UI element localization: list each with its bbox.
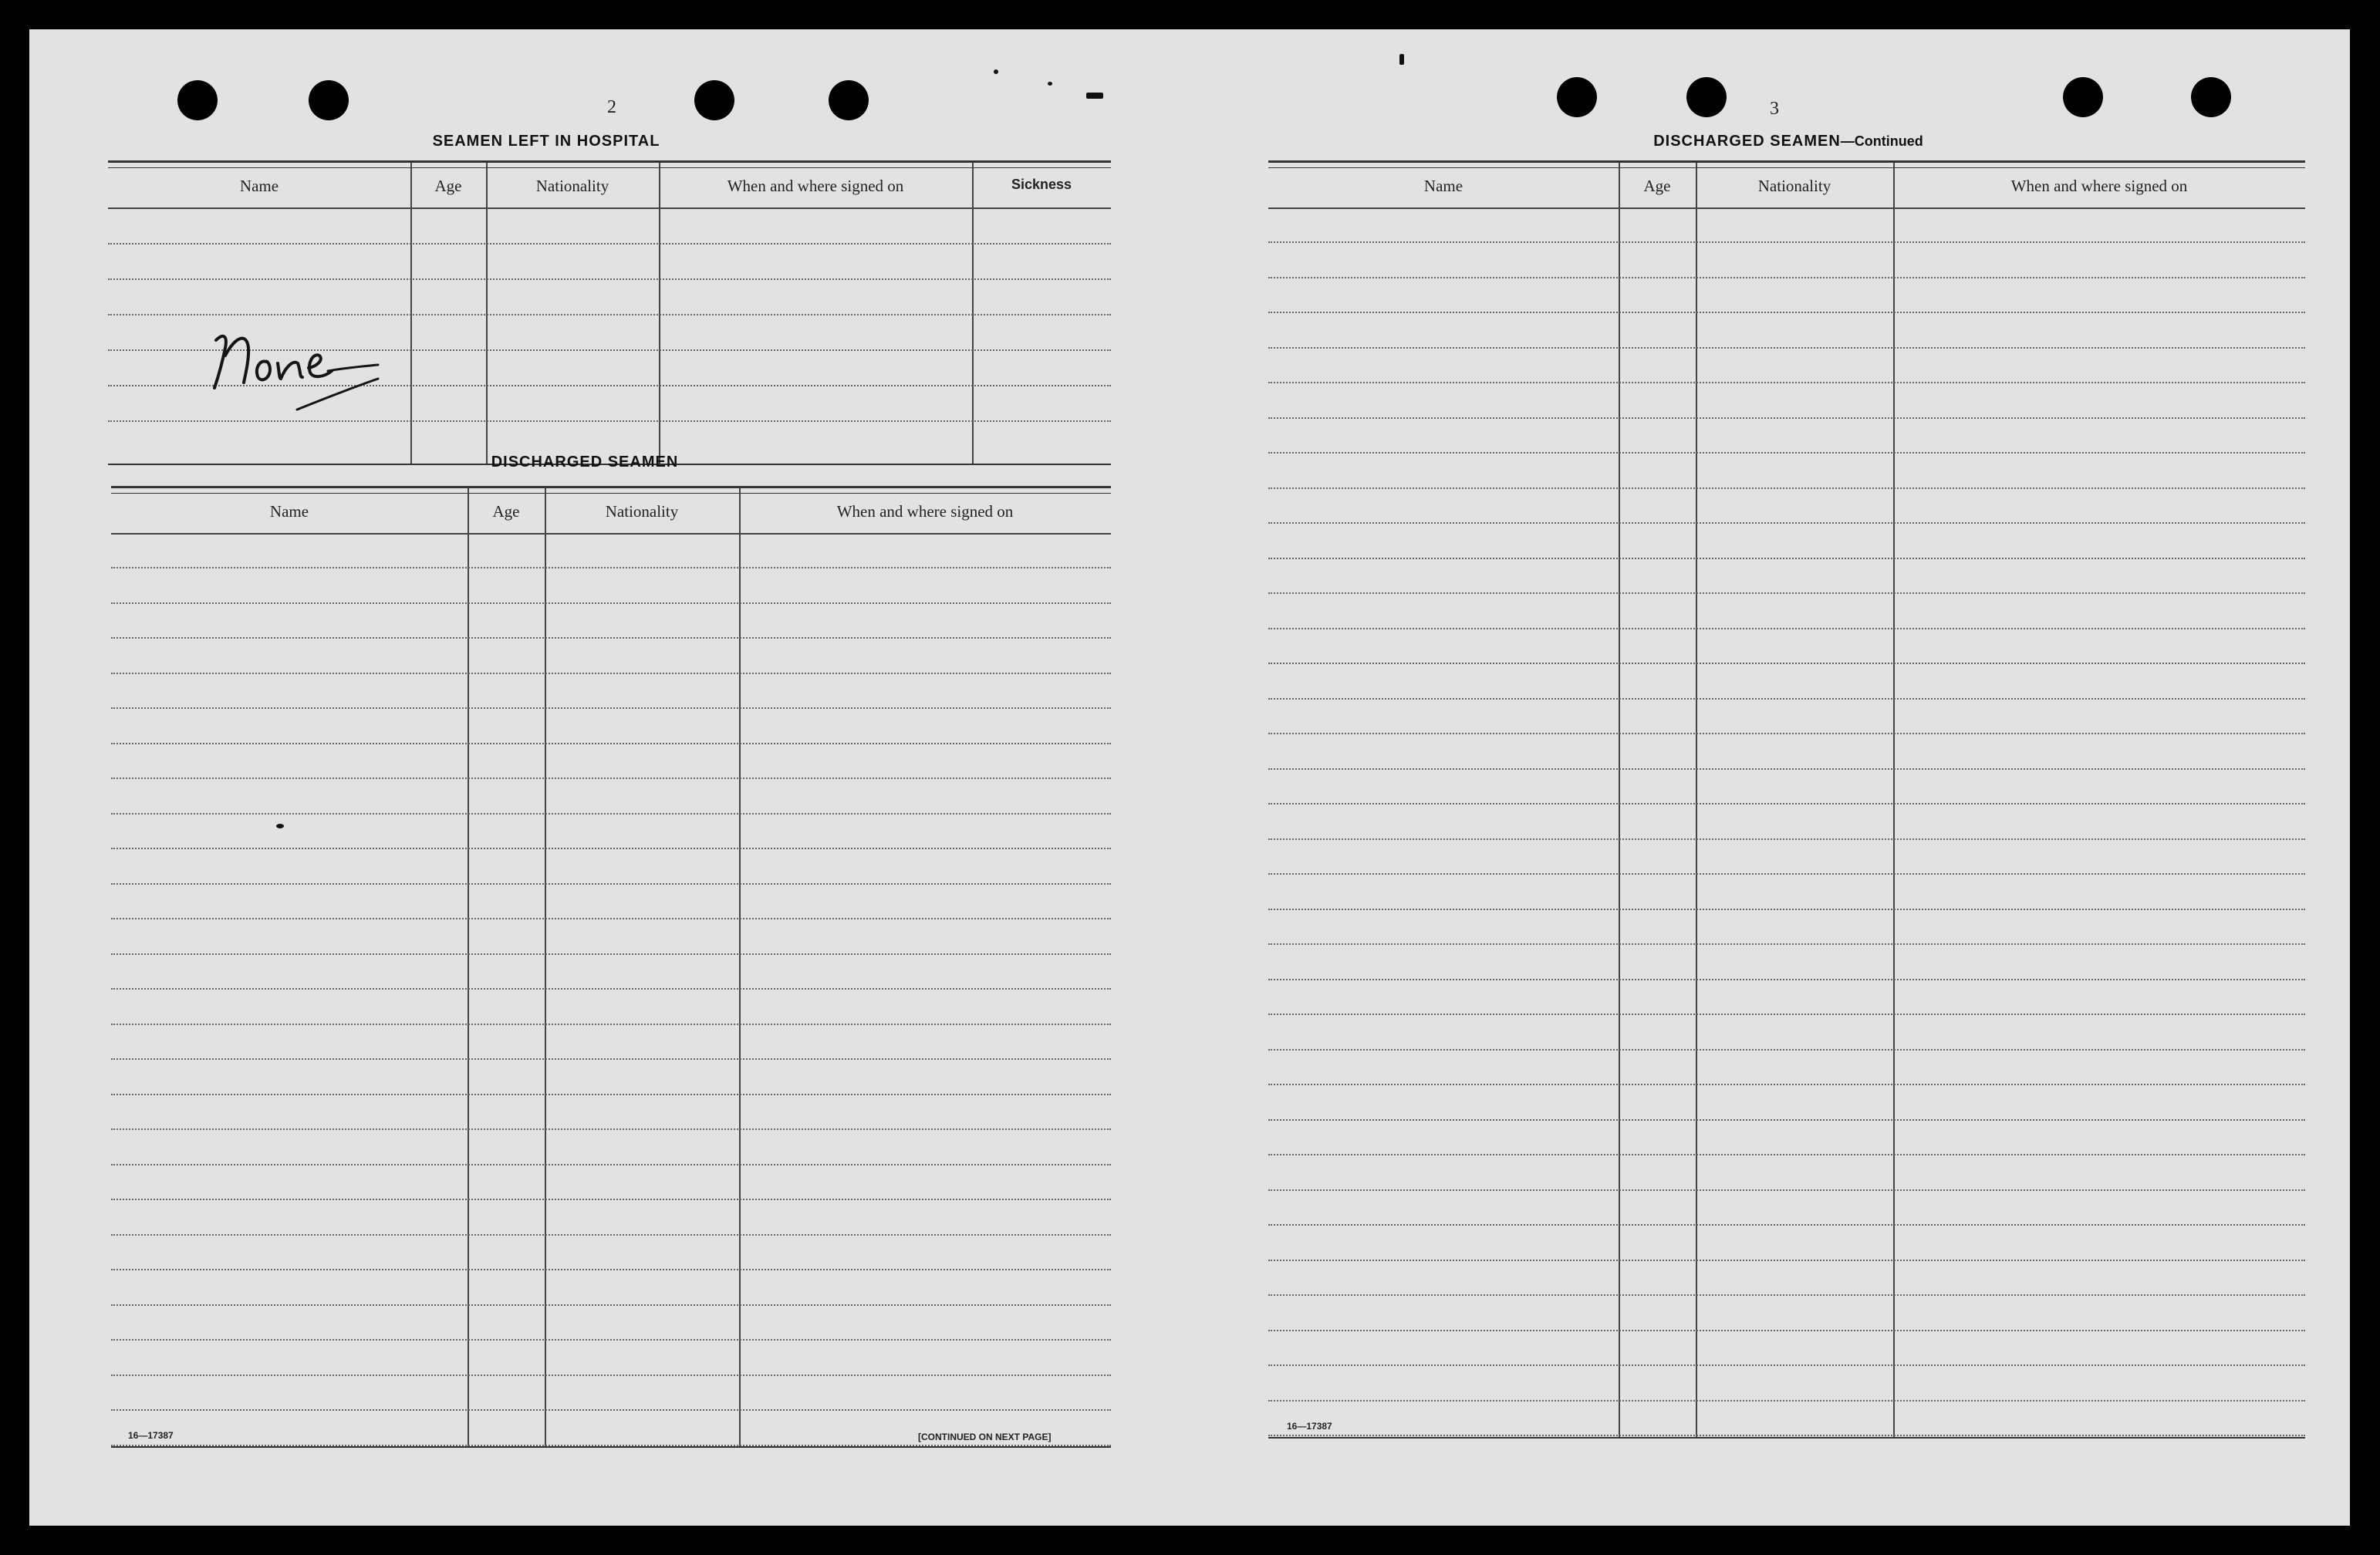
left-page-number: 2 <box>607 97 616 117</box>
punch-hole-icon <box>309 80 349 120</box>
column-divider <box>545 488 546 1446</box>
entry-line <box>1268 558 2305 559</box>
column-header-signed-on: When and where signed on <box>2010 177 2188 195</box>
entry-line <box>1268 522 2305 524</box>
entry-line <box>111 1269 1111 1270</box>
entry-line <box>1268 452 2305 454</box>
document-sheet <box>29 29 2350 1526</box>
column-header-age: Age <box>434 177 462 195</box>
entry-line <box>1268 1014 2305 1015</box>
entry-line <box>1268 382 2305 383</box>
column-header-signed-on: When and where signed on <box>727 177 904 195</box>
column-divider <box>486 163 488 464</box>
title-suffix: —Continued <box>1840 133 1923 149</box>
discharged-table-right <box>1268 160 2305 1443</box>
column-divider <box>659 163 660 464</box>
entry-line <box>1268 1224 2305 1226</box>
column-header-sickness: Sickness <box>1011 177 1072 192</box>
entry-line <box>111 1058 1111 1060</box>
entry-line <box>1268 312 2305 313</box>
entry-line <box>111 1024 1111 1025</box>
entry-line <box>1268 592 2305 594</box>
column-header-name: Name <box>1423 177 1463 195</box>
entry-line <box>1268 1084 2305 1085</box>
entry-line <box>1268 1119 2305 1121</box>
discharged-table-left <box>111 486 1111 1452</box>
punch-hole-icon <box>1686 77 1727 117</box>
entry-line <box>111 673 1111 674</box>
ink-speck <box>1048 82 1052 86</box>
entry-line <box>111 953 1111 955</box>
entry-line <box>111 918 1111 919</box>
ink-speck <box>994 69 998 74</box>
entry-line <box>1268 1435 2305 1436</box>
hospital-table-title: SEAMEN LEFT IN HOSPITAL <box>432 133 660 150</box>
entry-line <box>111 848 1111 849</box>
left-form-number: 16—17387 <box>128 1430 174 1441</box>
entry-line <box>1268 1154 2305 1155</box>
handwritten-none-signature <box>193 302 424 417</box>
right-form-number: 16—17387 <box>1287 1421 1332 1432</box>
entry-line <box>111 637 1111 639</box>
column-divider <box>1893 163 1895 1437</box>
table-header-row <box>111 488 1111 535</box>
column-header-name: Name <box>269 502 309 521</box>
title-main: DISCHARGED SEAMEN <box>1653 133 1841 150</box>
entry-line <box>1268 277 2305 278</box>
column-header-name: Name <box>239 177 279 195</box>
entry-line <box>111 1094 1111 1095</box>
entry-line <box>111 743 1111 744</box>
column-header-nationality: Nationality <box>1757 177 1831 195</box>
entry-line <box>1268 1364 2305 1366</box>
entry-line <box>1268 803 2305 804</box>
ink-speck <box>1399 54 1404 65</box>
table-bottom-rule <box>111 1446 1111 1448</box>
entry-line <box>111 778 1111 779</box>
entry-line <box>1268 1330 2305 1331</box>
entry-line <box>1268 943 2305 945</box>
column-header-signed-on: When and where signed on <box>836 502 1014 521</box>
ink-speck <box>1086 93 1103 99</box>
entry-line <box>111 1234 1111 1236</box>
punch-hole-icon <box>1557 77 1597 117</box>
entry-line <box>1268 873 2305 875</box>
column-divider <box>739 488 741 1446</box>
entry-line <box>1268 979 2305 980</box>
entry-line <box>1268 1189 2305 1191</box>
column-divider <box>468 488 469 1446</box>
entry-line <box>111 567 1111 568</box>
entry-line <box>111 1199 1111 1200</box>
entry-line <box>111 1128 1111 1130</box>
entry-line <box>111 1375 1111 1376</box>
column-divider <box>1619 163 1620 1437</box>
entry-line <box>1268 733 2305 734</box>
column-header-nationality: Nationality <box>605 502 679 521</box>
entry-line <box>1268 768 2305 770</box>
table-bottom-rule <box>1268 1437 2305 1439</box>
discharged-table-title: DISCHARGED SEAMEN <box>491 454 679 471</box>
entry-line <box>1268 487 2305 489</box>
punch-hole-icon <box>2063 77 2103 117</box>
punch-hole-icon <box>2191 77 2231 117</box>
entry-line <box>111 813 1111 815</box>
entry-line <box>1268 347 2305 349</box>
table-header-row <box>1268 163 2305 209</box>
entry-line <box>108 278 1111 280</box>
entry-line <box>1268 1049 2305 1051</box>
entry-line <box>1268 1260 2305 1261</box>
entry-line <box>1268 628 2305 629</box>
entry-line <box>1268 1400 2305 1402</box>
right-page-number: 3 <box>1770 99 1779 119</box>
entry-line <box>111 988 1111 990</box>
continued-note: [CONTINUED ON NEXT PAGE] <box>918 1432 1052 1442</box>
entry-line <box>111 1409 1111 1411</box>
column-divider <box>972 163 974 464</box>
column-divider <box>1696 163 1697 1437</box>
entry-line <box>1268 1294 2305 1296</box>
entry-line <box>111 707 1111 709</box>
column-header-nationality: Nationality <box>535 177 609 195</box>
entry-line <box>111 1339 1111 1341</box>
column-header-age: Age <box>1643 177 1671 195</box>
punch-hole-icon <box>177 80 218 120</box>
punch-hole-icon <box>694 80 734 120</box>
entry-line <box>111 883 1111 885</box>
entry-line <box>1268 241 2305 243</box>
discharged-continued-title <box>1572 133 2004 150</box>
entry-line <box>111 1164 1111 1165</box>
entry-line <box>111 1304 1111 1306</box>
punch-hole-icon <box>829 80 869 120</box>
hospital-table <box>108 160 1111 467</box>
entry-line <box>1268 909 2305 910</box>
entry-line <box>1268 698 2305 700</box>
entry-line <box>111 602 1111 604</box>
entry-line <box>1268 417 2305 419</box>
entry-line <box>108 420 1111 422</box>
column-header-age: Age <box>492 502 520 521</box>
table-header-row <box>108 163 1111 209</box>
entry-line <box>1268 838 2305 840</box>
entry-line <box>1268 663 2305 664</box>
entry-line <box>108 243 1111 245</box>
